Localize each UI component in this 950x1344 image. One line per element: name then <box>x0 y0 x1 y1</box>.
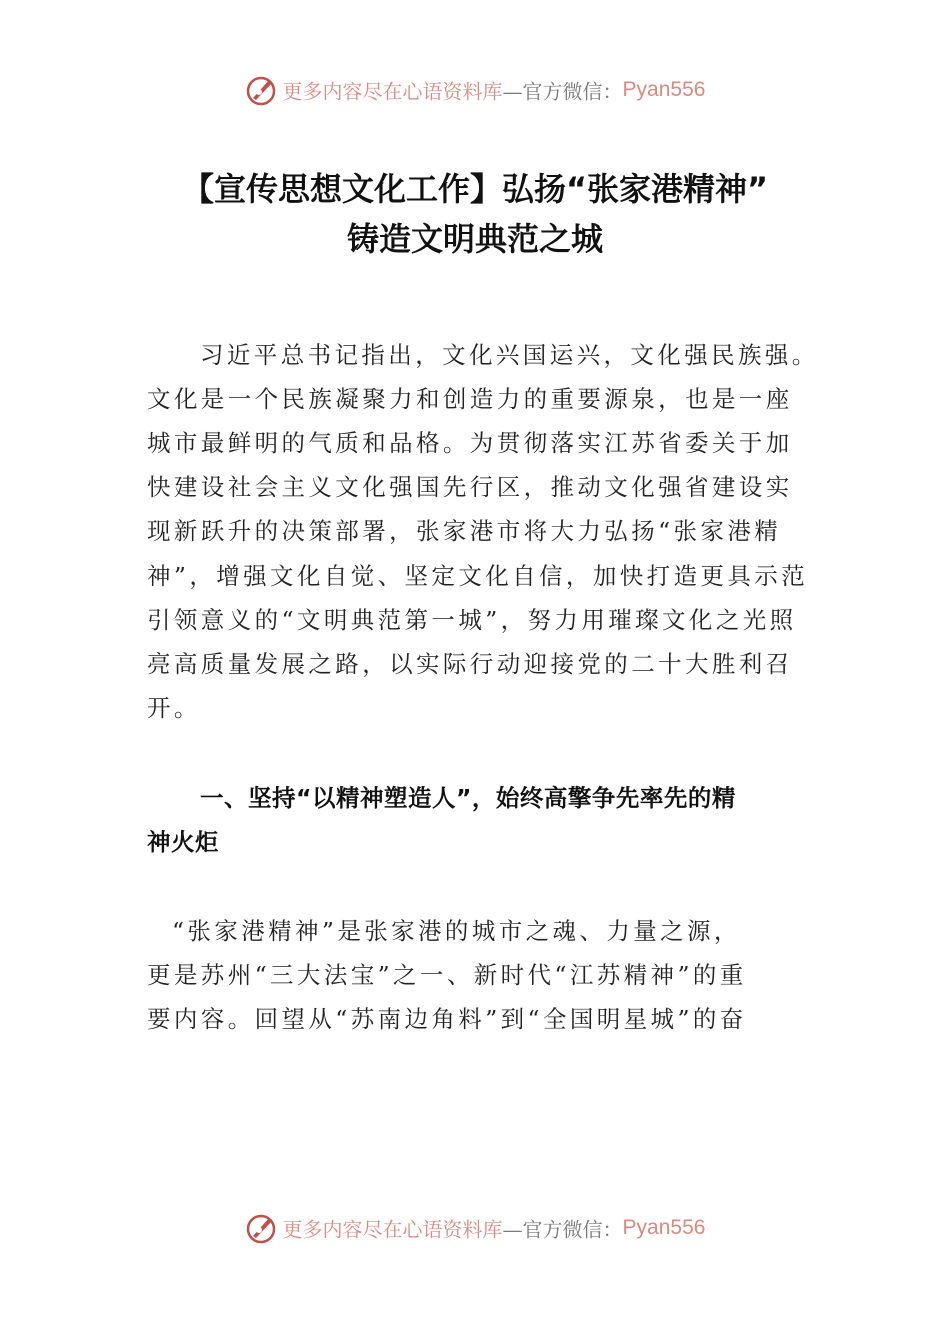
body-line: 要内容。回望从“苏南边角料”到“全国明星城”的奋 <box>147 1005 747 1033</box>
body-line: 现新跃升的决策部署，张家港市将大力弘扬“张家港精 <box>147 517 782 545</box>
body-line: 习近平总书记指出，文化兴国运兴，文化强民族强。 <box>200 341 819 369</box>
banner-wechat-id: Pyan556 <box>622 78 706 101</box>
header-banner <box>0 74 950 106</box>
body-line: 城市最鲜明的气质和品格。为贯彻落实江苏省委关于加 <box>147 429 793 457</box>
body-line: 文化是一个民族凝聚力和创造力的重要源泉，也是一座 <box>147 385 793 413</box>
pen-logo-icon <box>245 1212 277 1244</box>
body-line: 亮高质量发展之路，以实际行动迎接党的二十大胜利召 <box>147 650 793 678</box>
banner-text: 更多内容尽在心语资料库 <box>282 1217 503 1242</box>
banner-wechat-label: —官方微信： <box>502 79 623 104</box>
section-heading: 一、坚持“以精神塑造人”，始终高擎争先率先的精 <box>200 784 736 812</box>
doc-title-line: 【宣传思想文化工作】弘扬“张家港精神” <box>181 170 769 208</box>
banner-wechat-id: Pyan556 <box>622 1216 706 1239</box>
footer-banner <box>0 1212 950 1244</box>
banner-wechat-label: —官方微信： <box>502 1217 623 1242</box>
body-line: 快建设社会主义文化强国先行区，推动文化强省建设实 <box>147 473 793 501</box>
doc-title-line: 铸造文明典范之城 <box>346 220 603 258</box>
body-line: 神”，增强文化自觉、坚定文化自信，加快打造更具示范 <box>147 562 809 590</box>
section-heading: 神火炬 <box>147 828 219 856</box>
body-line: “张家港精神”是张家港的城市之魂、力量之源， <box>172 917 741 945</box>
banner-text: 更多内容尽在心语资料库 <box>282 79 503 104</box>
body-line: 更是苏州“三大法宝”之一、新时代“江苏精神”的重 <box>147 961 747 989</box>
pen-logo-icon <box>245 74 277 106</box>
body-line: 开。 <box>147 694 201 722</box>
body-line: 引领意义的“文明典范第一城”，努力用璀璨文化之光照 <box>147 606 797 634</box>
